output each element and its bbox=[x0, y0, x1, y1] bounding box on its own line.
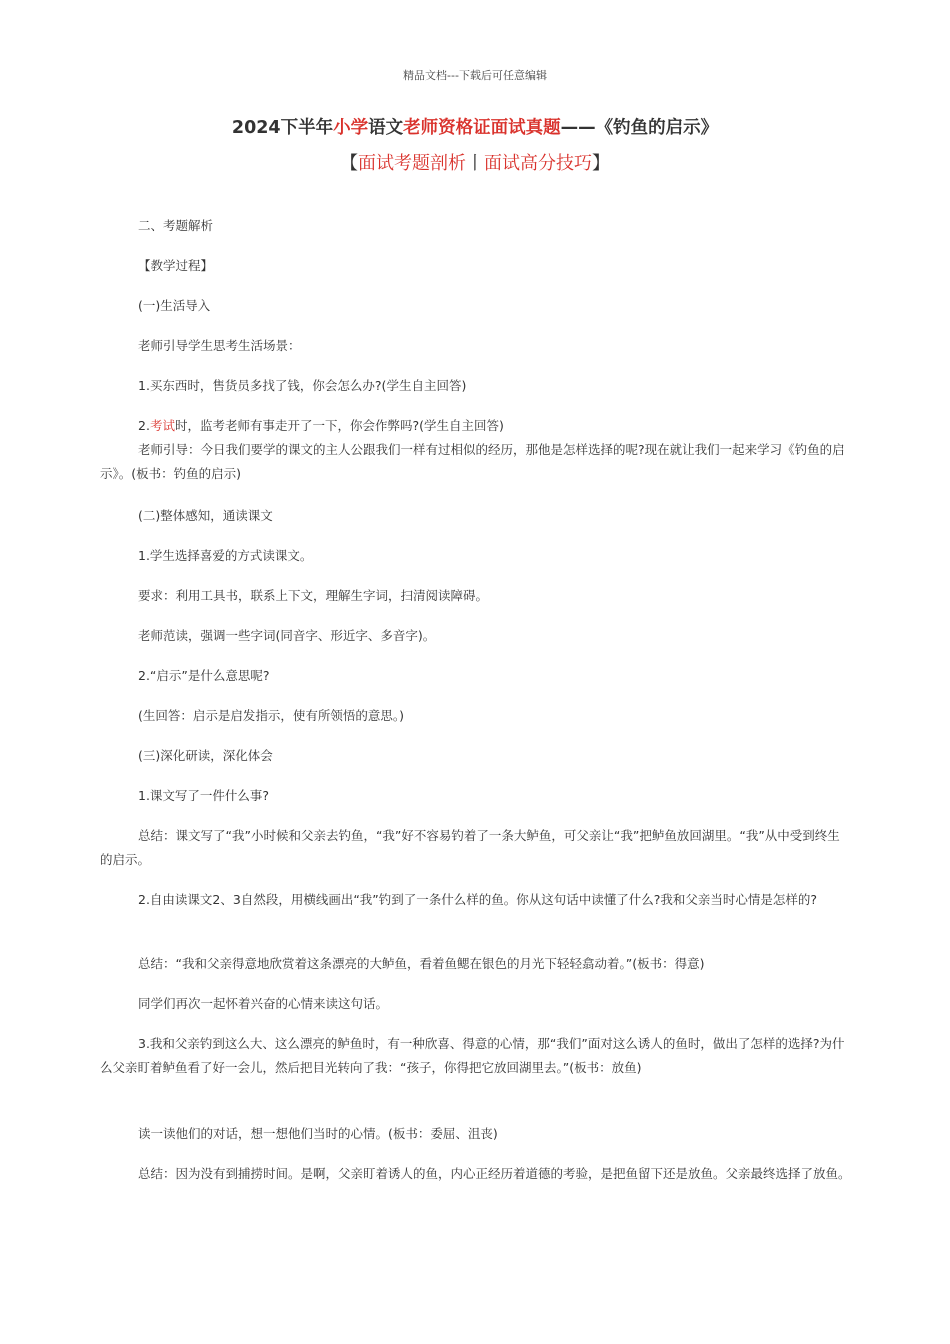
title-part-3: 语文 bbox=[368, 118, 404, 138]
paragraph: 2.自由读课文2、3自然段，用横线画出“我”钓到了一条什么样的鱼。你从这句话中读懂了什么?我和父亲当时心情是怎样的? bbox=[138, 892, 818, 907]
paragraph: (生回答：启示是启发指示，使有所领悟的意思。) bbox=[138, 708, 405, 723]
subtitle-separator: 丨 bbox=[466, 153, 484, 174]
title-part-1: 下半年 bbox=[280, 118, 334, 138]
paragraph: 读一读他们的对话，想一想他们当时的心情。(板书：委屈、沮丧) bbox=[138, 1126, 498, 1141]
title-part-5: ——《钓鱼的启示》 bbox=[560, 118, 719, 138]
subtitle-part-1: 面试考题剖析 bbox=[358, 153, 466, 174]
step-2-heading: (二)整体感知，通读课文 bbox=[138, 508, 273, 523]
paragraph-text: 时，监考老师有事走开了一下，你会作弊吗?(学生自主回答) bbox=[174, 418, 504, 433]
item-number: 2. bbox=[138, 418, 150, 433]
step-3-heading: (三)深化研读，深化体会 bbox=[138, 748, 273, 763]
paragraph bbox=[100, 414, 852, 438]
paragraph: 总结：“我和父亲得意地欣赏着这条漂亮的大鲈鱼，看着鱼鳃在银色的月光下轻轻翕动着。”(板书：得意) bbox=[138, 956, 705, 971]
teaching-process-heading: 【教学过程】 bbox=[138, 258, 214, 273]
document-subtitle bbox=[0, 149, 950, 175]
step-1-heading: (一)生活导入 bbox=[138, 298, 211, 313]
paragraph: 要求：利用工具书，联系上下文，理解生字词，扫清阅读障碍。 bbox=[138, 588, 489, 603]
exam-link[interactable]: 考试 bbox=[149, 418, 175, 433]
header-note: 精品文档---下载后可任意编辑 bbox=[403, 69, 547, 82]
paragraph: 同学们再次一起怀着兴奋的心情来读这句话。 bbox=[138, 996, 389, 1011]
subtitle-open-bracket: 【 bbox=[340, 153, 358, 174]
paragraph: 2.“启示”是什么意思呢? bbox=[138, 668, 270, 683]
title-part-2[interactable]: 小学 bbox=[333, 118, 369, 138]
paragraph: 1.学生选择喜爱的方式读课文。 bbox=[138, 548, 313, 563]
paragraph: 老师引导学生思考生活场景： bbox=[138, 338, 301, 353]
paragraph: 老师引导：今日我们要学的课文的主人公跟我们一样有过相似的经历，那他是怎样选择的呢?现在就让我们一起来学习《钓鱼的启示》。(板书：钓鱼的启示) bbox=[100, 442, 845, 481]
subtitle-part-2: 面试高分技巧 bbox=[484, 153, 592, 174]
paragraph: 1.课文写了一件什么事? bbox=[138, 788, 270, 803]
subtitle-close-bracket: 】 bbox=[592, 153, 610, 174]
paragraph: 总结：课文写了“我”小时候和父亲去钓鱼，“我”好不容易钓着了一条大鲈鱼，可父亲让“我”把鲈鱼放回湖里。“我”从中受到终生的启示。 bbox=[100, 828, 840, 867]
title-part-4[interactable]: 老师资格证面试真题 bbox=[403, 118, 561, 138]
paragraph: 总结：因为没有到捕捞时间。是啊，父亲盯着诱人的鱼，内心正经历着道德的考验，是把鱼留下还是放鱼。父亲最终选择了放鱼。 bbox=[138, 1166, 851, 1181]
title-year: 2024 bbox=[231, 118, 281, 138]
paragraph: 3.我和父亲钓到这么大、这么漂亮的鲈鱼时，有一种欣喜、得意的心情，那“我们”面对这么诱人的鱼时，做出了怎样的选择?为什么父亲盯着鲈鱼看了好一会儿，然后把目光转向了我：“孩子，你得把它放回湖里去。”(板书：放鱼) bbox=[100, 1036, 845, 1075]
document-title bbox=[0, 114, 950, 139]
paragraph: 1.买东西时，售货员多找了钱，你会怎么办?(学生自主回答) bbox=[138, 378, 467, 393]
section-heading: 二、考题解析 bbox=[138, 218, 214, 233]
paragraph: 老师范读，强调一些字词(同音字、形近字、多音字)。 bbox=[138, 628, 436, 643]
